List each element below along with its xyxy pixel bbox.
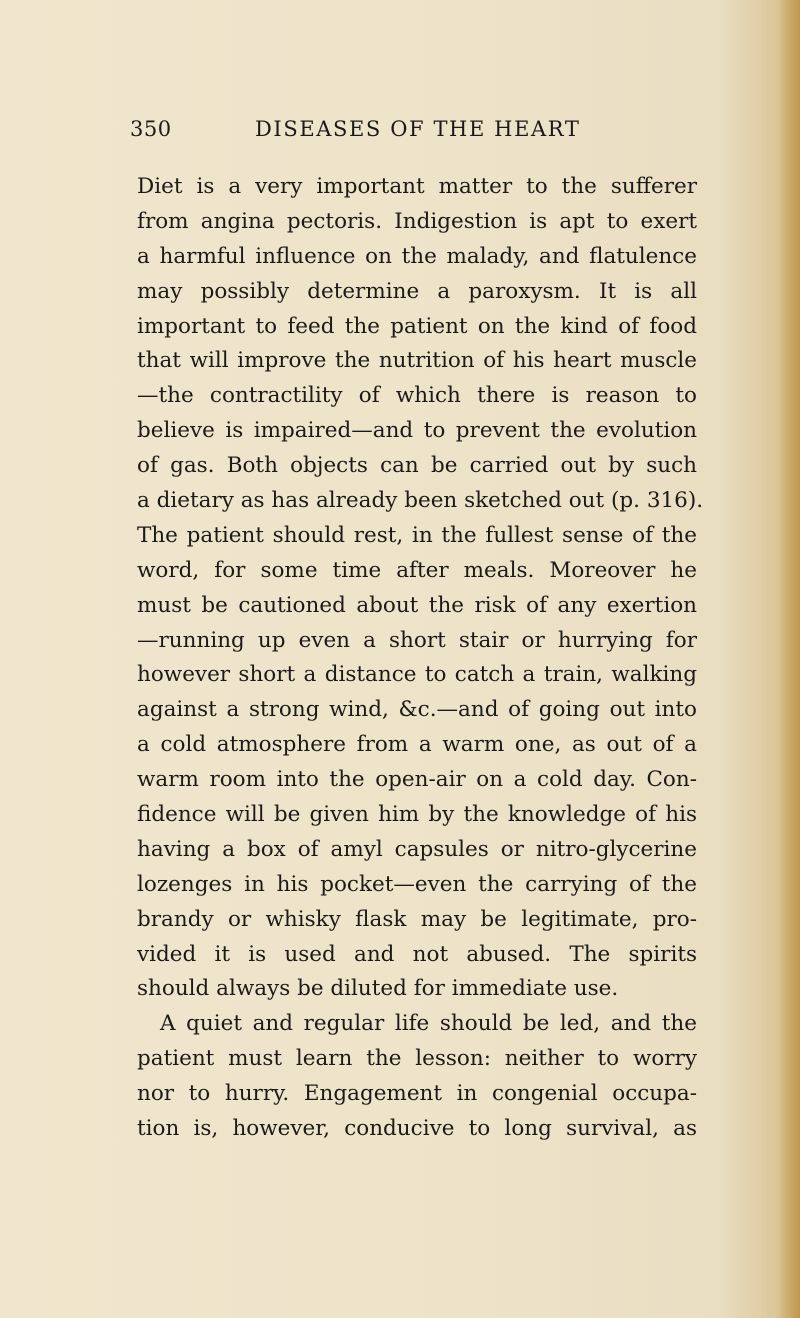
text-line: a dietary as has already been sketched out (p. 316). [137, 488, 704, 514]
text-line: lozenges in his pocket—even the carrying of the [137, 871, 697, 897]
text-line: —the contractility of which there is reason to [137, 383, 697, 409]
text-line: having a box of amyl capsules or nitro-glycerine [137, 836, 697, 862]
text-line: a harmful influence on the malady, and flatulence [137, 243, 697, 269]
text-line: a cold atmosphere from a warm one, as out of a [137, 732, 697, 758]
running-head: DISEASES OF THE HEART [255, 117, 581, 141]
text-line: from angina pectoris. Indigestion is apt to exert [137, 208, 697, 234]
text-line: fidence will be given him by the knowledge of his [137, 802, 697, 828]
page-edge-shadow [778, 0, 800, 1318]
page-header [0, 117, 800, 147]
text-line: —running up even a short stair or hurrying for [137, 627, 697, 653]
text-line: patient must learn the lesson: neither to worry [137, 1046, 697, 1072]
text-line: may possibly determine a paroxysm. It is all [137, 278, 697, 304]
text-line: should always be diluted for immediate use. [137, 976, 619, 1002]
text-line: word, for some time after meals. Moreover he [137, 557, 697, 583]
text-line: warm room into the open-air on a cold day. Con- [137, 767, 697, 793]
text-line: however short a distance to catch a train, walking [137, 662, 697, 688]
text-line: must be cautioned about the risk of any exertion [137, 592, 697, 618]
text-line: nor to hurry. Engagement in congenial occupa- [137, 1081, 697, 1107]
text-line: The patient should rest, in the fullest sense of the [137, 522, 697, 548]
body-text [137, 170, 704, 1147]
text-line: that will improve the nutrition of his heart muscle [137, 348, 697, 374]
text-line: against a strong wind, &c.—and of going out into [137, 697, 697, 723]
page-number: 350 [130, 117, 172, 141]
text-line: of gas. Both objects can be carried out by such [137, 453, 697, 479]
text-line: Diet is a very important matter to the sufferer [137, 174, 697, 199]
text-line: vided it is used and not abused. The spirits [137, 941, 697, 967]
text-line: believe is impaired—and to prevent the evolution [137, 418, 697, 444]
text-line: brandy or whisky flask may be legitimate, pro- [137, 906, 697, 932]
text-line: A quiet and regular life should be led, and the [160, 1011, 697, 1037]
text-line: tion is, however, conducive to long survival, as [137, 1116, 697, 1142]
text-line: important to feed the patient on the kind of food [137, 313, 697, 339]
